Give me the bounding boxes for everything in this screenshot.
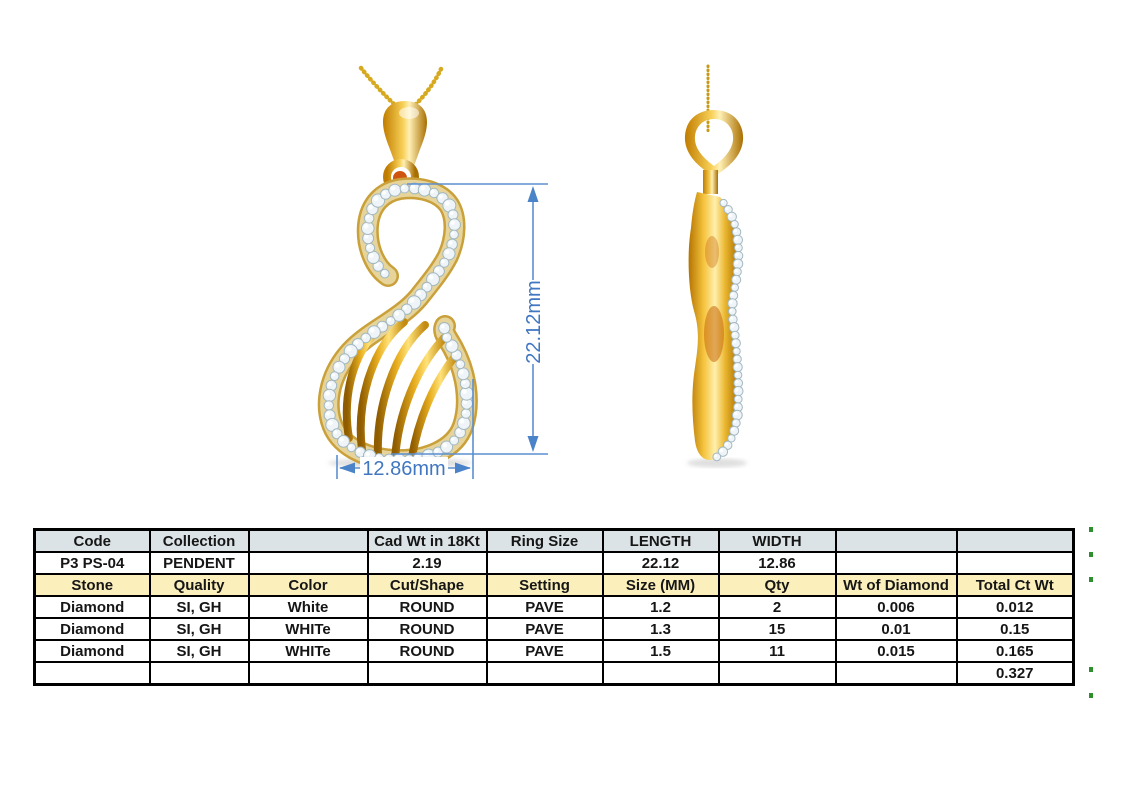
diamond-glint xyxy=(439,194,443,198)
diamond-stone xyxy=(347,443,356,452)
diamond-glint xyxy=(457,361,460,364)
table-cell-r1c6: 12.86 xyxy=(719,552,836,574)
diamond-glint xyxy=(462,389,467,394)
table-cell-r6c7 xyxy=(836,662,957,685)
diamond-glint xyxy=(348,444,351,447)
diamond-stone xyxy=(439,323,450,334)
diamond-glint xyxy=(735,237,739,241)
diamond-stone xyxy=(728,299,737,308)
diamond-glint xyxy=(725,207,728,210)
diamond-stone xyxy=(732,410,742,420)
table-cell-r0c5: LENGTH xyxy=(603,530,719,553)
diamond-glint xyxy=(365,452,370,457)
diamond-glint xyxy=(328,421,333,426)
diamond-glint xyxy=(332,373,335,376)
diamond-stone xyxy=(733,355,741,363)
table-cell-r5c4: PAVE xyxy=(487,640,603,662)
diamond-glint xyxy=(431,190,435,194)
diamond-glint xyxy=(734,356,737,359)
diamond-glint xyxy=(354,340,358,344)
diamond-stone xyxy=(727,212,736,221)
diamond-glint xyxy=(369,205,373,209)
diamond-glint xyxy=(335,363,340,368)
diamond-glint xyxy=(731,293,734,296)
diamond-stone xyxy=(330,372,339,381)
diamond-stone xyxy=(365,243,374,252)
diamond-glint xyxy=(729,436,732,439)
table-cell-r6c0 xyxy=(35,662,150,685)
diamond-stone xyxy=(442,333,451,342)
diamond-glint xyxy=(725,443,728,446)
diamond-stone xyxy=(713,453,721,461)
front-chain-left xyxy=(361,68,397,107)
table-cell-r0c0: Code xyxy=(35,530,150,553)
height-label: 22.12mm xyxy=(523,280,545,364)
table-cell-r6c4 xyxy=(487,662,603,685)
diamond-glint xyxy=(374,196,379,201)
table-cell-r3c6: 2 xyxy=(719,596,836,618)
diamond-glint xyxy=(441,324,445,328)
table-cell-r4c2: WHITe xyxy=(249,618,368,640)
diamond-glint xyxy=(733,420,736,423)
diamond-glint xyxy=(735,380,738,383)
diamond-glint xyxy=(403,306,407,310)
table-cell-r3c0: Diamond xyxy=(35,596,150,618)
table-row-2 xyxy=(35,574,1074,596)
diamond-glint xyxy=(443,443,448,448)
table-cell-r4c7: 0.01 xyxy=(836,618,957,640)
diamond-glint xyxy=(731,428,734,431)
diamond-stone xyxy=(460,379,470,389)
diamond-glint xyxy=(730,309,733,312)
diamond-stone xyxy=(733,363,742,372)
table-cell-r4c4: PAVE xyxy=(487,618,603,640)
table-cell-r5c8: 0.165 xyxy=(957,640,1074,662)
diamond-glint xyxy=(391,186,396,191)
diamond-stone xyxy=(733,348,740,355)
table-cell-r1c3: 2.19 xyxy=(368,552,487,574)
diamond-glint xyxy=(736,396,739,399)
table-cell-r5c1: SI, GH xyxy=(150,640,249,662)
table-cell-r6c8: 0.327 xyxy=(957,662,1074,685)
diamond-glint xyxy=(441,260,445,264)
diamond-glint xyxy=(736,245,739,248)
diamond-glint xyxy=(402,185,405,188)
table-cell-r3c5: 1.2 xyxy=(603,596,719,618)
table-row-4 xyxy=(35,618,1074,640)
diamond-glint xyxy=(382,191,386,195)
diamond-glint xyxy=(730,317,733,320)
height-arrow-up xyxy=(528,186,539,202)
table-cell-r4c6: 15 xyxy=(719,618,836,640)
table-cell-r2c4: Setting xyxy=(487,574,603,596)
diamond-glint xyxy=(445,201,450,206)
diamond-glint xyxy=(448,342,453,347)
diamond-glint xyxy=(367,245,370,248)
table-cell-r1c4 xyxy=(487,552,603,574)
diamond-stone xyxy=(734,395,742,403)
diamond-glint xyxy=(364,234,368,238)
table-cell-r2c0: Stone xyxy=(35,574,150,596)
diamond-glint xyxy=(424,284,428,288)
green-tick xyxy=(1089,552,1093,557)
diamond-glint xyxy=(346,347,351,352)
height-arrow-down xyxy=(528,436,539,452)
diamond-glint xyxy=(445,250,450,255)
diamond-glint xyxy=(735,364,738,367)
table-cell-r3c4: PAVE xyxy=(487,596,603,618)
diamond-glint xyxy=(460,419,465,424)
table-cell-r2c6: Qty xyxy=(719,574,836,596)
diamond-stone xyxy=(448,210,458,220)
diamond-stone xyxy=(733,268,741,276)
diamond-glint xyxy=(366,215,370,219)
table-cell-r2c3: Cut/Shape xyxy=(368,574,487,596)
table-cell-r0c6: WIDTH xyxy=(719,530,836,553)
diamond-glint xyxy=(451,221,455,225)
diamond-glint xyxy=(714,454,717,457)
diamond-stone xyxy=(731,331,739,339)
table-row-3 xyxy=(35,596,1074,618)
diamond-stone xyxy=(731,221,738,228)
table-cell-r4c1: SI, GH xyxy=(150,618,249,640)
side-bail xyxy=(685,110,743,177)
table-cell-r1c0: P3 PS-04 xyxy=(35,552,150,574)
table-cell-r5c0: Diamond xyxy=(35,640,150,662)
diamond-glint xyxy=(340,437,344,441)
table-cell-r1c7 xyxy=(836,552,957,574)
diamond-stone xyxy=(418,184,430,196)
table-cell-r2c8: Total Ct Wt xyxy=(957,574,1074,596)
table-cell-r0c1: Collection xyxy=(150,530,249,553)
diamond-glint xyxy=(328,382,332,386)
table-row-6 xyxy=(35,662,1074,685)
diamond-glint xyxy=(326,412,330,416)
diamond-glint xyxy=(720,449,724,453)
table-cell-r6c1 xyxy=(150,662,249,685)
table-cell-r1c2 xyxy=(249,552,368,574)
table-cell-r6c3 xyxy=(368,662,487,685)
front-chain-right xyxy=(413,69,441,107)
green-tick xyxy=(1089,693,1093,698)
table-cell-r2c2: Color xyxy=(249,574,368,596)
diamond-glint xyxy=(363,335,367,339)
green-tick xyxy=(1089,527,1093,532)
diamond-glint xyxy=(325,391,330,396)
diamond-stone xyxy=(367,251,379,263)
pendant-side-view xyxy=(685,66,747,468)
diamond-glint xyxy=(733,340,736,343)
diamond-glint xyxy=(729,300,733,304)
table-cell-r6c6 xyxy=(719,662,836,685)
table-cell-r1c1: PENDENT xyxy=(150,552,249,574)
diamond-stone xyxy=(731,339,740,348)
diamond-glint xyxy=(732,222,735,225)
diamond-stone xyxy=(735,244,743,252)
table-row-0 xyxy=(35,530,1074,553)
diamond-glint xyxy=(450,211,454,215)
diamond-glint xyxy=(429,275,434,280)
diamond-glint xyxy=(463,410,467,414)
table-cell-r0c7 xyxy=(836,530,957,553)
green-tick xyxy=(1089,667,1093,672)
diamond-glint xyxy=(370,328,375,333)
diamond-stone xyxy=(389,184,401,196)
side-bail-connector xyxy=(703,170,718,194)
table-cell-r5c5: 1.5 xyxy=(603,640,719,662)
diamond-glint xyxy=(734,229,737,232)
table-cell-r6c5 xyxy=(603,662,719,685)
table-cell-r1c5: 22.12 xyxy=(603,552,719,574)
diamond-glint xyxy=(734,412,738,416)
diamond-glint xyxy=(732,333,735,336)
side-body-glow xyxy=(704,306,724,362)
table-cell-r5c2: WHITe xyxy=(249,640,368,662)
diamond-stone xyxy=(450,230,459,239)
table-cell-r3c7: 0.006 xyxy=(836,596,957,618)
diamond-stone xyxy=(734,371,742,379)
diamond-stone xyxy=(381,269,390,278)
table-cell-r3c1: SI, GH xyxy=(150,596,249,618)
spec-table xyxy=(33,528,1075,686)
green-tick xyxy=(1089,577,1093,582)
diamond-stone xyxy=(457,368,469,380)
diamond-glint xyxy=(451,232,454,235)
diamond-glint xyxy=(420,186,425,191)
table-cell-r6c2 xyxy=(249,662,368,685)
diamond-stone xyxy=(400,184,409,193)
diamond-glint xyxy=(382,271,385,274)
diamond-glint xyxy=(444,334,448,338)
diamond-stone xyxy=(731,284,738,291)
diamond-glint xyxy=(388,318,391,321)
diamond-glint xyxy=(733,277,736,280)
diamond-stone xyxy=(458,417,471,430)
table-cell-r3c2: White xyxy=(249,596,368,618)
diamond-stone xyxy=(456,360,465,369)
diamond-glint xyxy=(735,388,739,392)
diamond-glint xyxy=(735,261,739,265)
table-cell-r2c7: Wt of Diamond xyxy=(836,574,957,596)
diamond-stone xyxy=(362,222,375,235)
diamond-glint xyxy=(734,349,737,352)
diamond-glint xyxy=(731,324,735,328)
diamond-glint xyxy=(451,437,454,440)
diamond-stone xyxy=(729,323,739,333)
pendant-front-view xyxy=(323,68,473,468)
diamond-glint xyxy=(721,201,724,204)
diamond-glint xyxy=(735,253,738,256)
table-cell-r0c2 xyxy=(249,530,368,553)
table-cell-r1c8 xyxy=(957,552,1074,574)
diamond-glint xyxy=(341,355,345,359)
diamond-stone xyxy=(324,401,333,410)
table-cell-r0c4: Ring Size xyxy=(487,530,603,553)
table-cell-r3c8: 0.012 xyxy=(957,596,1074,618)
table-cell-r3c3: ROUND xyxy=(368,596,487,618)
table-cell-r5c6: 11 xyxy=(719,640,836,662)
table-cell-r0c3: Cad Wt in 18Kt xyxy=(368,530,487,553)
table-cell-r5c3: ROUND xyxy=(368,640,487,662)
diamond-glint xyxy=(334,430,338,434)
table-row-1 xyxy=(35,552,1074,574)
table-cell-r0c8 xyxy=(957,530,1074,553)
diamond-glint xyxy=(735,269,738,272)
table-cell-r5c7: 0.015 xyxy=(836,640,957,662)
table-cell-r2c5: Size (MM) xyxy=(603,574,719,596)
diamond-glint xyxy=(395,311,400,316)
diamond-glint xyxy=(434,449,438,453)
table-cell-r4c3: ROUND xyxy=(368,618,487,640)
front-bail-highlight xyxy=(399,107,419,119)
diamond-glint xyxy=(410,298,415,303)
table-cell-r4c0: Diamond xyxy=(35,618,150,640)
diamond-stone xyxy=(733,235,742,244)
diamond-stone xyxy=(461,409,471,419)
diamond-glint xyxy=(379,323,383,327)
diamond-glint xyxy=(357,449,361,453)
diamond-glint xyxy=(411,185,415,189)
table-cell-r4c8: 0.15 xyxy=(957,618,1074,640)
diamond-glint xyxy=(435,267,439,271)
diamond-glint xyxy=(326,402,330,406)
diamond-glint xyxy=(364,224,369,229)
diamond-stone xyxy=(729,308,737,316)
table-cell-r4c5: 1.3 xyxy=(603,618,719,640)
diamond-glint xyxy=(732,285,735,288)
diamond-stone xyxy=(733,259,743,269)
diamond-stone xyxy=(732,275,741,284)
width-label: 12.86mm xyxy=(362,458,446,480)
side-body-glow xyxy=(705,236,719,268)
diamond-stone xyxy=(323,389,335,401)
diamond-glint xyxy=(462,380,466,384)
table-row-5 xyxy=(35,640,1074,662)
diamond-glint xyxy=(417,291,421,295)
table-cell-r2c1: Quality xyxy=(150,574,249,596)
diamond-stone xyxy=(449,219,461,231)
diamond-stone xyxy=(734,386,743,395)
diamond-glint xyxy=(369,253,374,258)
diamond-glint xyxy=(449,241,453,245)
diamond-stone xyxy=(730,426,739,435)
diamond-glint xyxy=(735,404,738,407)
diamond-glint xyxy=(729,214,732,217)
diamond-glint xyxy=(456,429,460,433)
diamond-glint xyxy=(459,370,464,375)
diamond-glint xyxy=(736,373,739,376)
